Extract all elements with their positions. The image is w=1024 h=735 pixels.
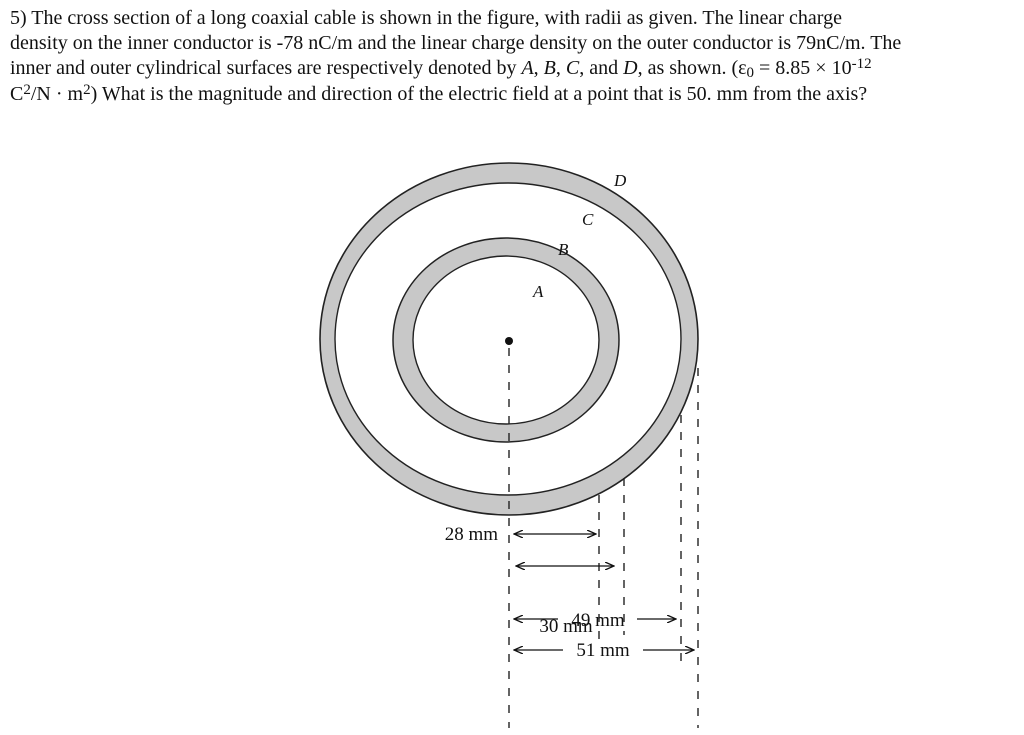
exponent: 2	[23, 82, 31, 98]
surface-c-ref: C	[565, 57, 580, 79]
text: /N · m	[30, 83, 84, 105]
question-line-1: 5) The cross section of a long coaxial cable is shown in the figure, with radii as given. The linear charge	[10, 7, 842, 29]
text: ) What is the magnitude and direction of the electric field at a point that is 50. mm from the axis?	[90, 83, 868, 105]
radius-c-label: 49 mm	[571, 610, 625, 631]
surface-a-label: A	[533, 282, 544, 301]
text: ,	[533, 57, 544, 79]
text: C	[10, 83, 24, 105]
text: = 8.85 × 10	[754, 57, 852, 79]
text: , as shown. (ε	[637, 57, 747, 79]
surface-b-ref: B	[543, 57, 556, 79]
exponent: -12	[851, 56, 872, 72]
epsilon-subscript: 0	[746, 65, 755, 81]
radius-b-label: 30 mm	[539, 616, 593, 637]
text: ,	[555, 57, 566, 79]
surface-b-label: B	[558, 240, 569, 259]
text: inner and outer cylindrical surfaces are respectively denoted by	[10, 57, 522, 79]
radius-d-label: 51 mm	[576, 640, 630, 661]
surface-d-ref: D	[623, 57, 638, 79]
radius-a-label: 28 mm	[444, 524, 498, 545]
surface-a-ref: A	[521, 57, 534, 79]
exponent: 2	[83, 82, 91, 98]
surface-d-label: D	[614, 171, 627, 190]
question-line-2: density on the inner conductor is -78 nC/m and the linear charge density on the outer conductor is 79nC/m. The	[10, 32, 902, 54]
text: , and	[579, 57, 624, 79]
surface-c-label: C	[582, 210, 594, 229]
axis-center-dot	[505, 337, 513, 345]
